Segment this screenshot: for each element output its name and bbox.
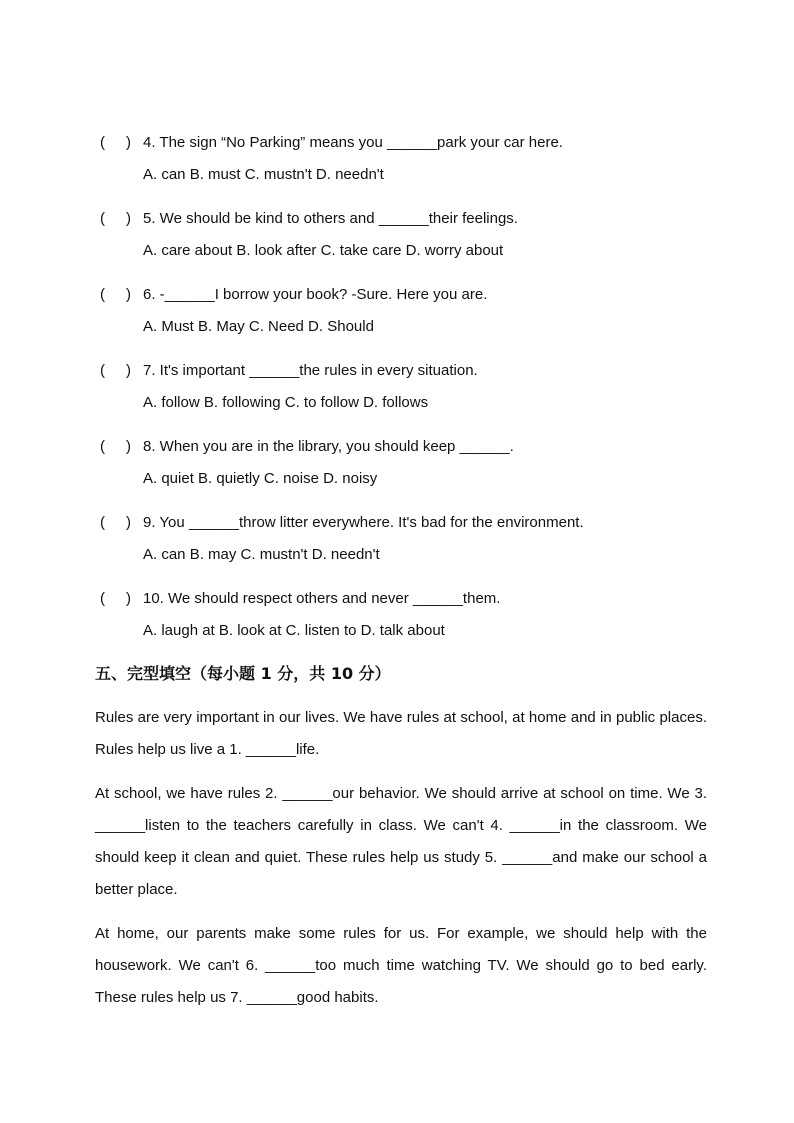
question-options: A. can B. must C. mustn't D. needn't (143, 166, 384, 183)
answer-paren[interactable]: ( ) (100, 362, 131, 379)
question-8 (100, 437, 740, 489)
passage-paragraph-3: At home, our parents make some rules for us. For example, we should help with the housework. We can't 6. ______too much time watching TV. We should go to bed early. These rules help us 7. ______good habits. (95, 925, 707, 1006)
question-4 (100, 133, 740, 185)
question-options: A. laugh at B. look at C. listen to D. talk about (143, 622, 445, 639)
question-stem: 4. The sign “No Parking” means you ______park your car here. (143, 134, 563, 151)
answer-paren[interactable]: ( ) (100, 438, 131, 455)
question-6 (100, 285, 740, 337)
question-stem: 6. -______I borrow your book? -Sure. Here you are. (143, 286, 488, 303)
section-title: 五、完型填空（每小题 1 分，共 10 分） (95, 664, 391, 683)
question-7 (100, 361, 740, 413)
question-options: A. follow B. following C. to follow D. follows (143, 394, 429, 411)
question-stem: 9. You ______throw litter everywhere. It's bad for the environment. (143, 514, 584, 531)
question-options: A. Must B. May C. Need D. Should (143, 318, 374, 335)
answer-paren[interactable]: ( ) (100, 590, 131, 607)
passage-paragraph-1: Rules are very important in our lives. We have rules at school, at home and in public places. Rules help us live a 1. ______life. (95, 709, 707, 758)
question-5 (100, 209, 740, 261)
answer-paren[interactable]: ( ) (100, 514, 131, 531)
question-stem: 7. It's important ______the rules in every situation. (143, 362, 478, 379)
question-9 (100, 513, 740, 565)
question-options: A. can B. may C. mustn't D. needn't (143, 546, 380, 563)
question-stem: 8. When you are in the library, you should keep ______. (143, 438, 514, 455)
question-options: A. care about B. look after C. take care D. worry about (143, 242, 504, 259)
answer-paren[interactable]: ( ) (100, 210, 131, 227)
question-stem: 5. We should be kind to others and ______their feelings. (143, 210, 518, 227)
question-options: A. quiet B. quietly C. noise D. noisy (143, 470, 378, 487)
answer-paren[interactable]: ( ) (100, 286, 131, 303)
question-stem: 10. We should respect others and never ______them. (143, 590, 501, 607)
question-10 (100, 589, 740, 641)
answer-paren[interactable]: ( ) (100, 134, 131, 151)
passage-paragraph-2: At school, we have rules 2. ______our behavior. We should arrive at school on time. We 3. ______listen to the teachers carefully in class. We can't 4. ______in the classroom. We should keep it clean and quiet. These rules help us study 5. ______and make our school a better place. (95, 785, 707, 898)
